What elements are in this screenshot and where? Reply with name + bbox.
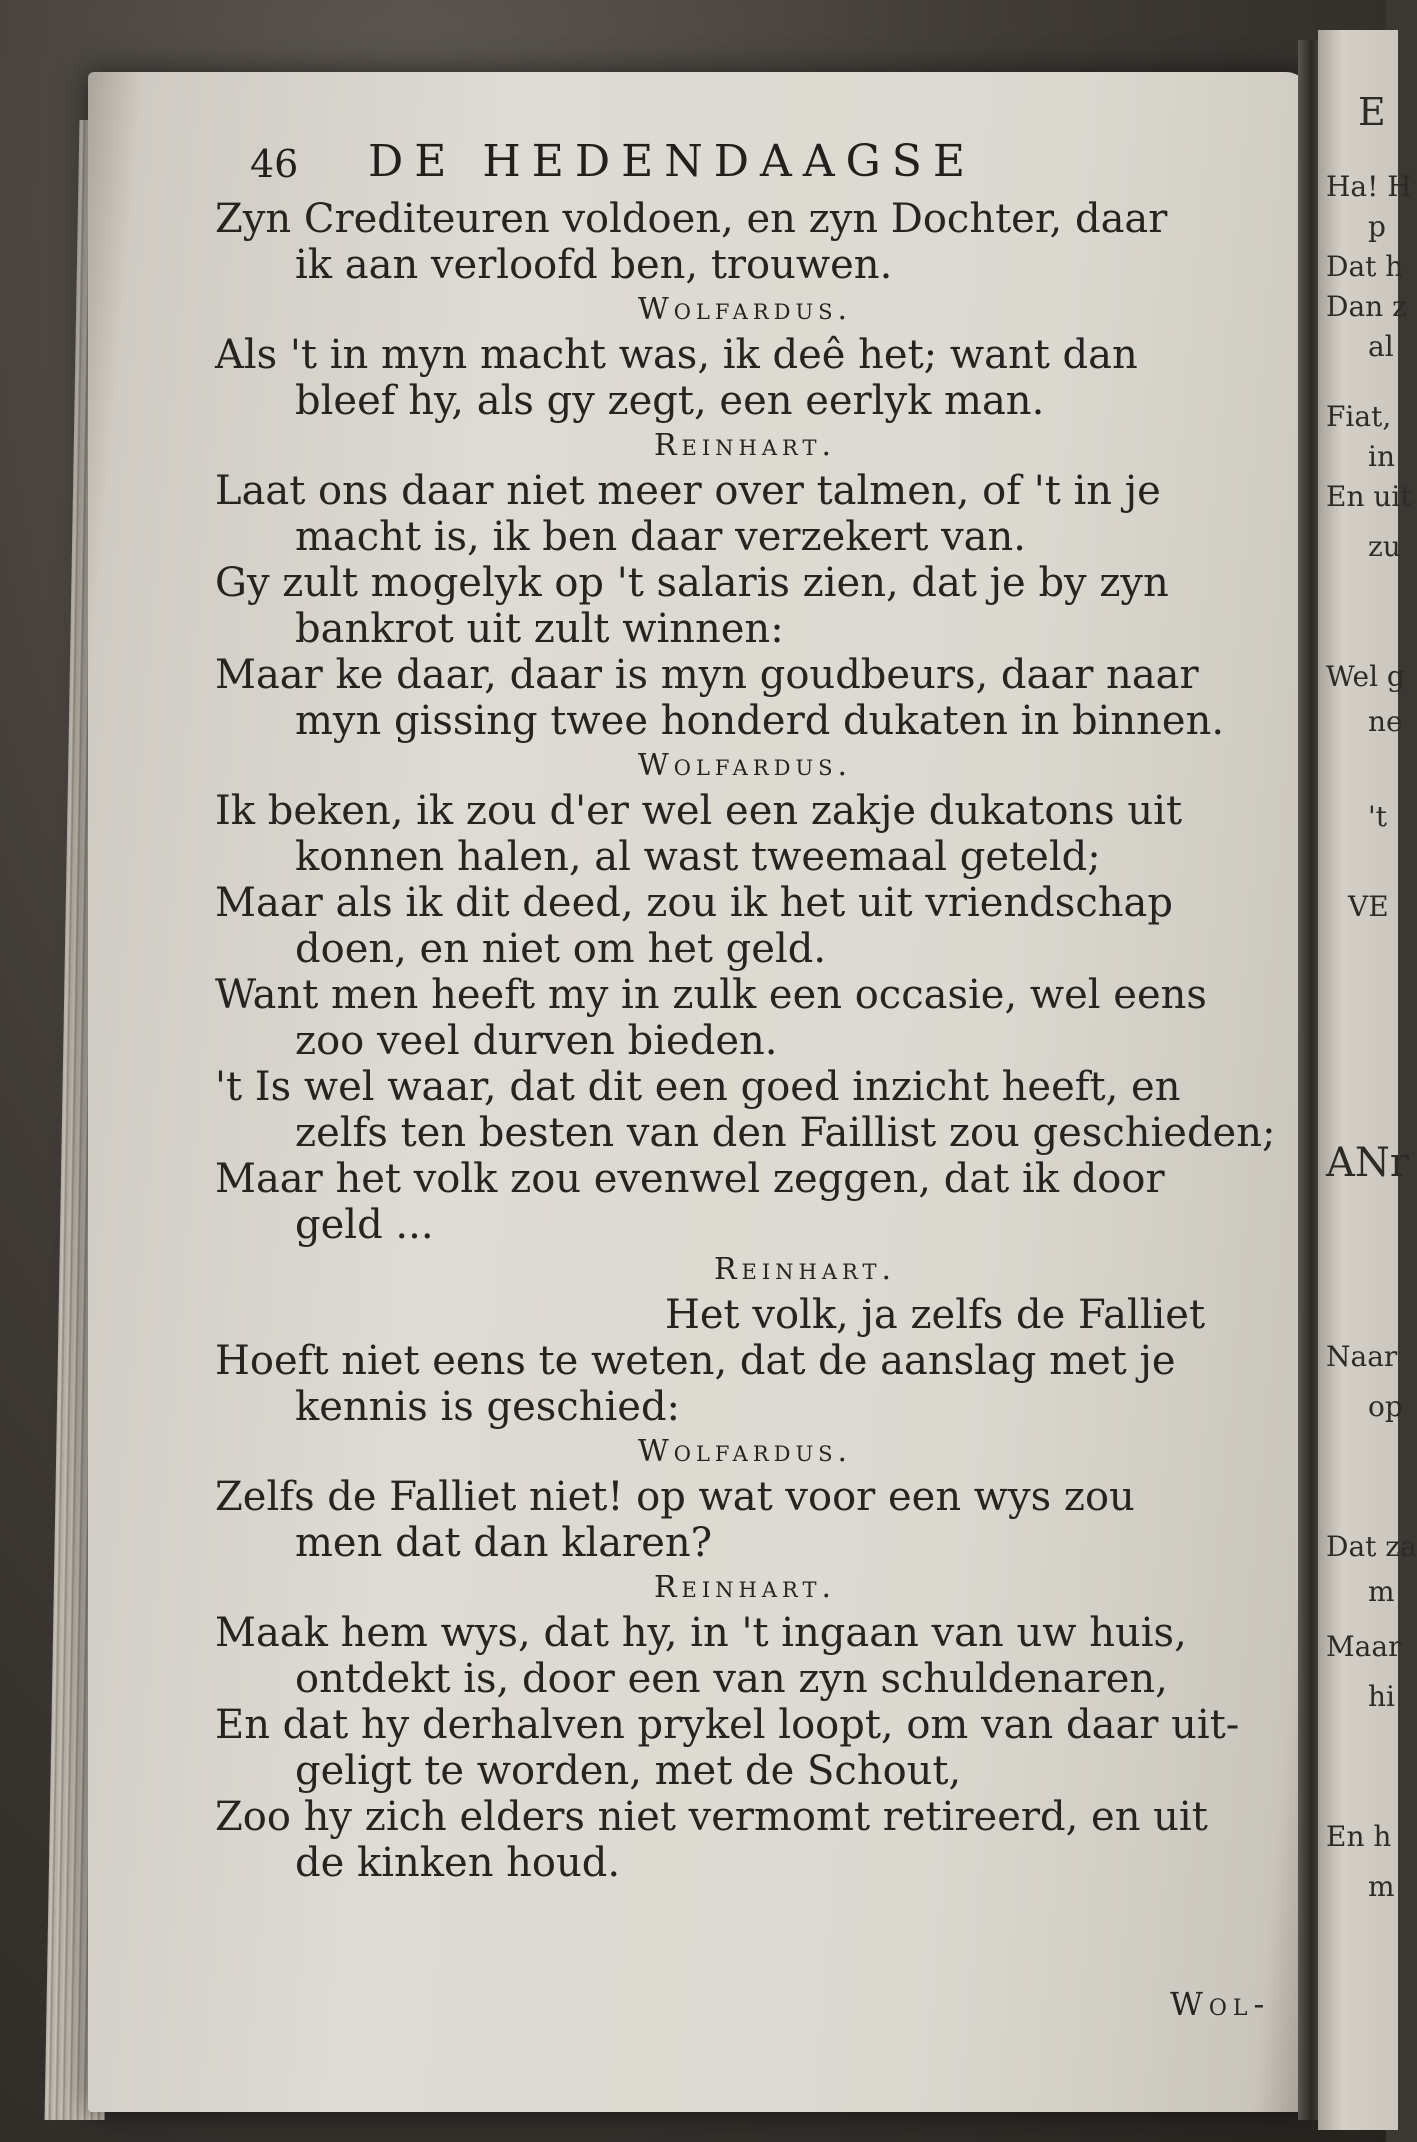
- text-line: macht is, ik ben daar verzekert van.: [295, 514, 1026, 560]
- facing-fragment: Fiat,: [1326, 400, 1392, 433]
- text-line: Ik beken, ik zou d'er wel een zakje dukatons uit: [215, 788, 1183, 834]
- text-line: Het volk, ja zelfs de Falliet: [665, 1292, 1206, 1338]
- text-line: bleef hy, als gy zegt, een eerlyk man.: [295, 378, 1045, 424]
- text-line: Hoeft niet eens te weten, dat de aanslag met je: [215, 1338, 1176, 1384]
- text-line: geligt te worden, met de Schout,: [295, 1748, 962, 1794]
- book-gutter: [1298, 40, 1320, 2120]
- facing-fragment: zu: [1368, 530, 1401, 563]
- text-line: Gy zult mogelyk op 't salaris zien, dat je by zyn: [215, 560, 1169, 606]
- speaker-name: Reinhart.: [653, 1570, 837, 1605]
- text-line: de kinken houd.: [295, 1840, 621, 1886]
- text-line: Zelfs de Falliet niet! op wat voor een wys zou: [215, 1474, 1135, 1520]
- text-line: zoo veel durven bieden.: [295, 1018, 778, 1064]
- facing-fragment: al: [1368, 330, 1394, 363]
- text-line: Maar als ik dit deed, zou ik het uit vriendschap: [215, 880, 1173, 926]
- facing-fragment: ANr: [1326, 1140, 1410, 1186]
- text-line: geld ...: [295, 1202, 434, 1248]
- text-line: Laat ons daar niet meer over talmen, of 't in je: [215, 468, 1161, 514]
- facing-fragment: Naar: [1326, 1340, 1398, 1373]
- facing-page: [1318, 30, 1417, 2130]
- speaker-name: Wolfardus.: [637, 1434, 853, 1469]
- facing-fragment: Ha! H: [1326, 170, 1412, 203]
- facing-fragment: En h: [1326, 1820, 1392, 1853]
- text-line: myn gissing twee honderd dukaten in binnen.: [295, 698, 1225, 744]
- running-title: DE HEDENDAAGSE: [368, 136, 977, 187]
- page-number: 46: [250, 142, 299, 186]
- facing-fragment: VE: [1348, 890, 1389, 923]
- text-line: ontdekt is, door een van zyn schuldenaren,: [295, 1656, 1168, 1702]
- play-text: [215, 196, 1275, 1886]
- facing-fragment: Wel g: [1326, 660, 1405, 693]
- facing-fragment: p: [1368, 210, 1386, 243]
- text-line: Maak hem wys, dat hy, in 't ingaan van uw huis,: [215, 1610, 1187, 1656]
- text-line: ik aan verloofd ben, trouwen.: [295, 242, 893, 288]
- facing-fragment: m: [1368, 1870, 1395, 1903]
- text-line: Zyn Crediteuren voldoen, en zyn Dochter, daar: [215, 196, 1168, 242]
- speaker-name: Wolfardus.: [637, 292, 853, 327]
- text-line: Zoo hy zich elders niet vermomt retireerd, en uit: [215, 1794, 1208, 1840]
- facing-fragment: Dan z: [1326, 290, 1407, 323]
- text-line: konnen halen, al wast tweemaal geteld;: [295, 834, 1101, 880]
- facing-fragment: op: [1368, 1390, 1403, 1423]
- text-line: Als 't in myn macht was, ik deê het; want dan: [215, 332, 1138, 378]
- facing-fragment: ne: [1368, 705, 1403, 738]
- text-line: En dat hy derhalven prykel loopt, om van daar uit-: [215, 1702, 1240, 1748]
- facing-fragment: Maar: [1326, 1630, 1402, 1663]
- facing-fragment: m: [1368, 1575, 1395, 1608]
- facing-fragment: in: [1368, 440, 1395, 473]
- facing-fragment: Dat h: [1326, 250, 1404, 283]
- text-line: bankrot uit zult winnen:: [295, 606, 784, 652]
- text-line: Want men heeft my in zulk een occasie, wel eens: [215, 972, 1207, 1018]
- facing-fragment: 't: [1368, 800, 1387, 833]
- text-line: kennis is geschied:: [295, 1384, 681, 1430]
- catchword: Wol-: [1170, 1985, 1271, 2023]
- text-line: zelfs ten besten van den Faillist zou geschieden;: [295, 1110, 1276, 1156]
- page-header: [250, 136, 1150, 192]
- facing-fragment: hi: [1368, 1680, 1395, 1713]
- speaker-name: Reinhart.: [653, 428, 837, 463]
- facing-fragment: Dat za: [1326, 1530, 1417, 1563]
- text-line: doen, en niet om het geld.: [295, 926, 827, 972]
- text-line: Maar ke daar, daar is myn goudbeurs, daar naar: [215, 652, 1199, 698]
- text-line: 't Is wel waar, dat dit een goed inzicht heeft, en: [215, 1064, 1181, 1110]
- speaker-name: Reinhart.: [713, 1252, 897, 1287]
- text-line: men dat dan klaren?: [295, 1520, 713, 1566]
- facing-fragment: En uit: [1326, 480, 1412, 513]
- speaker-name: Wolfardus.: [637, 748, 853, 783]
- text-line: Maar het volk zou evenwel zeggen, dat ik door: [215, 1156, 1165, 1202]
- facing-fragment: E: [1358, 90, 1386, 134]
